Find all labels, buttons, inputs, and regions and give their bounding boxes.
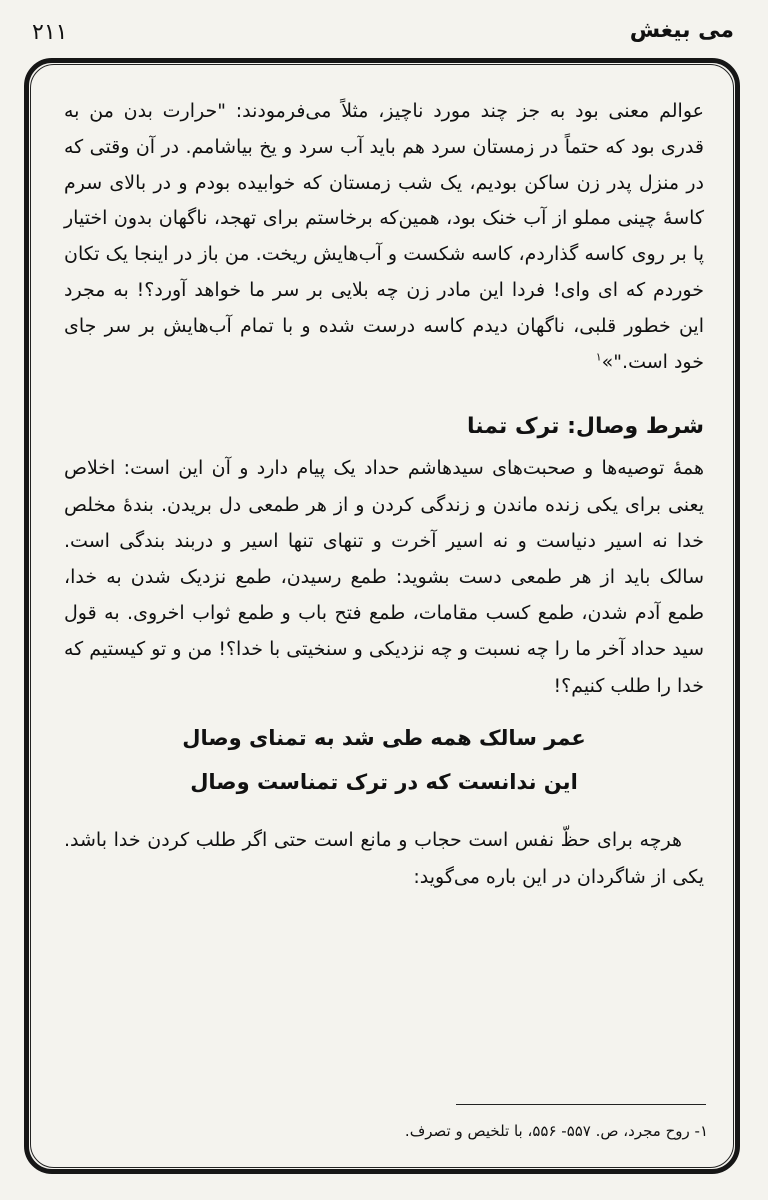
footnote-marker: ١ [595,350,602,364]
poem-line-2: این ندانست که در ترک تمناست وصال [190,769,578,794]
poem-couplet [64,716,704,804]
paragraph-section: همهٔ توصیه‌ها و صحبت‌های سیدهاشم حداد یک پیام دارد و آن این است: اخلاص یعنی برای یکی زنده ماندن و زندگی کردن و از هر طمعی دل بریدن. بندهٔ مخلص خدا نه اسیر دنیاست و نه اسیر آخرت و تنهای تنها اسیر و دربند بندگی است. سالک باید از هر طمعی دست بشوید: طمع رسیدن، طمع نزدیک شدن به خدا، طمع آدم شدن، طمع کسب مقامات، طمع فتح باب و طمع ثواب اخروی. به قول سید حداد آخر ما را چه نسبت و چه نزدیکی و سنخیتی با خدا؟! من و تو کیستیم که خدا را طلب کنیم؟! [64,457,704,697]
page-header [32,18,734,58]
paragraph-quote [64,94,704,380]
page-number: ۲۱۱ [32,20,68,45]
section-heading: شرط وصال: ترک تمنا [467,414,704,440]
page-body [64,94,704,896]
paragraph-quote-text: عوالم معنی بود به جز چند مورد ناچیز، مثلاً می‌فرمودند: "حرارت بدن من به قدری بود که حتماً در زمستان سرد هم باید آب سرد و یخ بیاشامم. در آن وقتی که در منزل پدر زن ساکن بودیم، یک شب زمستان که خوابیده بودم و در بالای سرم کاسهٔ چینی مملو از آب خنک بود، همین‌که برخاستم برای تهجد، ناگهان بدون اختیار پا بر روی کاسه گذاردم، کاسه شکست و آب‌هایش ریخت. من باز در اینجا یک تکان خوردم که ای وای! فردا این مادر زن چه بلایی بر سر ما خواهد آورد؟! به مجرد این خطور قلبی، ناگهان دیدم کاسه درست شده و با تمام آب‌هایش بر سر جای خود است."» [64,100,704,373]
running-title: می بیغش [629,18,734,43]
poem-line-1: عمر سالک همه طی شد به تمنای وصال [182,725,586,750]
paragraph-closing: هرچه برای حظّ نفس است حجاب و مانع است حتی اگر طلب کردن خدا باشد. یکی از شاگردان در این باره می‌گوید: [64,828,704,888]
footnote: ١- روح مجرد، ص. ۵۵۷- ۵۵۶، با تلخیص و تصرف. [404,1122,708,1140]
footnote-divider [456,1104,706,1105]
